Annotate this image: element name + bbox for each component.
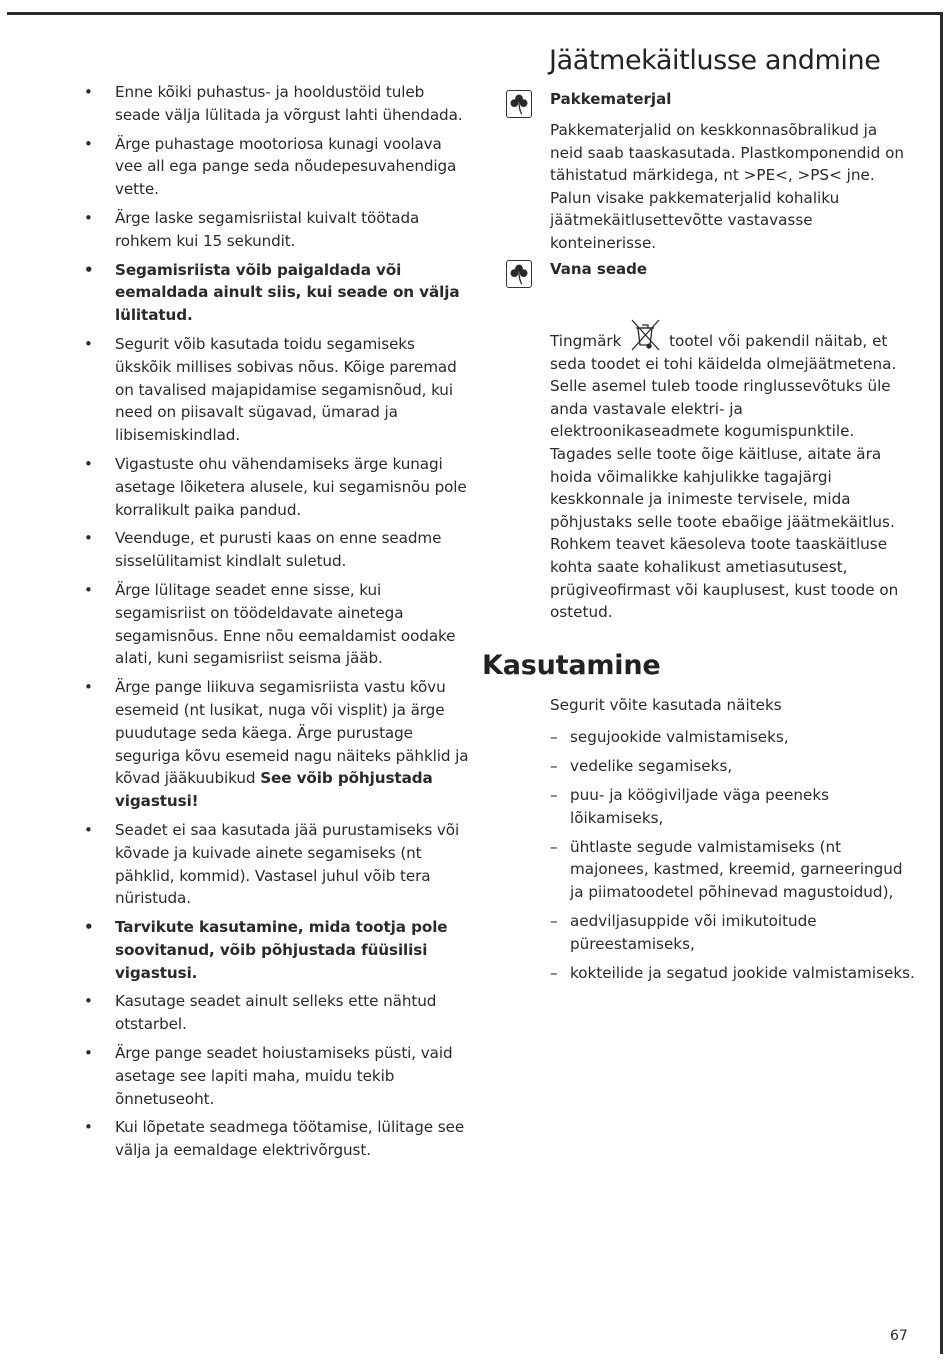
- bullet-item: [84, 676, 470, 813]
- old-device-body: [550, 318, 910, 624]
- bullet-icon: •: [84, 580, 93, 599]
- bullet-text: Enne kõiki puhastus- ja hooldustöid tuleb seade välja lülitada ja võrgust lahti ühendada.: [115, 83, 463, 124]
- usage-list-item: [550, 755, 920, 778]
- bullet-item: [84, 527, 470, 573]
- bullet-item: [84, 207, 470, 253]
- bullet-icon: •: [84, 1044, 93, 1063]
- bullet-text: Tarvikute kasutamine, mida tootja pole soovitanud, võib põhjustada füüsilisi vigastusi.: [115, 918, 448, 982]
- bullet-text: Segamisriista võib paigaldada või eemaldada ainult siis, kui seade on välja lülitatud.: [115, 260, 460, 325]
- usage-item-text: kokteilide ja segatud jookide valmistamiseks.: [570, 963, 915, 982]
- bullet-text: Kasutage seadet ainult selleks ette nähtud otstarbel.: [115, 992, 437, 1034]
- disposal-heading: Jäätmekäitlusse andmine: [549, 45, 881, 76]
- dash-icon: –: [550, 963, 558, 982]
- bullet-text: Ärge laske segamisriistal kuivalt töötada rohkem kui 15 sekundit.: [115, 208, 420, 250]
- usage-item-text: aedviljasuppide või imikutoitude püreestamiseks,: [570, 912, 817, 953]
- usage-intro: Segurit võite kasutada näiteks: [550, 696, 782, 714]
- bullet-icon: •: [84, 678, 93, 697]
- usage-list-item: [550, 910, 920, 955]
- old-device-title: Vana seade: [550, 260, 648, 278]
- usage-item-text: ühtlaste segude valmistamiseks (nt majonees, kastmed, kreemid, garneeringud ja piimatoodetel põhinevad magustoidud),: [570, 837, 903, 902]
- bullet-warning-text: See võib põhjustada vigastusi!: [115, 769, 433, 811]
- bullet-icon: •: [84, 454, 93, 473]
- dash-icon: –: [550, 912, 558, 931]
- bullet-icon: •: [84, 918, 94, 937]
- bullet-icon: •: [84, 134, 93, 153]
- bullet-text: Ärge puhastage mootoriosa kunagi voolava vee all ega pange seda nõudepesuvahendiga vette.: [115, 134, 457, 199]
- bullet-icon: •: [84, 529, 93, 548]
- bullet-text: Vigastuste ohu vähendamiseks ärge kunagi asetage lõiketera alusele, kui segamisnõu pole korralikult paika pandud.: [115, 454, 467, 519]
- dash-icon: –: [550, 728, 558, 746]
- usage-item-text: puu- ja köögiviljade väga peeneks lõikamiseks,: [570, 786, 830, 827]
- bullet-text: Veenduge, et purusti kaas on enne seadme sisselülitamist kindlalt suletud.: [115, 529, 442, 571]
- old-device-section: [506, 260, 916, 620]
- bullet-text: Segurit võib kasutada toidu segamiseks ükskõik millises sobivas nõus. Kõige paremad on tavalised majapidamise segamisnõud, kui need on piisavalt sügavad, ümarad ja libisemiskindlad.: [115, 334, 457, 445]
- usage-item-text: segujookide valmistamiseks,: [570, 728, 789, 746]
- bullet-item: [84, 453, 470, 521]
- bullet-item: [84, 819, 470, 910]
- old-device-body-text: tootel või pakendil näitab, et seda toodet ei tohi käidelda olmejäätmetena. Selle asemel tuleb toode ringlussevõtuks üle anda vastavale elektri- ja elektroonikaseadmete kogumispunktile. Tagades selle toote õige käitluse, aitate ära hoida võimalikke kahjulikke tagajärgi keskkonnale ja inimeste tervisele, mida põhjustaks selle toote ebaõige jäätmekäitlus. Rohkem teavet käesoleva toote taaskäitluse kohta saate kohalikust ametiasutusest, prügiveofirmast või kauplusest, kust toode on ostetud.: [550, 332, 899, 622]
- old-device-body-prefix: Tingmärk: [550, 332, 622, 350]
- bullet-item: [84, 1042, 470, 1110]
- usage-list-item: [550, 962, 920, 985]
- dash-icon: –: [550, 786, 558, 805]
- recycle-clover-icon: [506, 90, 532, 118]
- bullet-item: [84, 990, 470, 1036]
- bullet-text: Seadet ei saa kasutada jää purustamiseks või kõvade ja kuivade ainete segamiseks (nt pähklid, kommid). Vastasel juhul võib tera nüristuda.: [115, 820, 460, 908]
- bullet-item: [84, 133, 470, 201]
- bullet-icon: •: [84, 208, 93, 227]
- bullet-icon: •: [84, 334, 93, 353]
- usage-list-item: [550, 784, 920, 829]
- packaging-title: Pakkematerjal: [550, 90, 672, 108]
- bullet-icon: •: [84, 83, 93, 101]
- bullet-item-warning: [84, 259, 470, 327]
- page-frame-top-rule: [7, 12, 943, 15]
- bullet-item: [84, 81, 470, 127]
- bullet-item: [84, 333, 470, 447]
- bullet-text: Ärge pange liikuva segamisriista vastu kõvu esemeid (nt lusikat, nuga või visplit) ja ärge puudutage seda käega. Ärge purustage seguriga kõvu esemeid nagu näiteks pähklid ja kõvad jääkuubikud: [115, 678, 469, 788]
- bullet-icon: •: [84, 820, 93, 839]
- recycle-clover-icon: [506, 260, 532, 288]
- bullet-icon: •: [84, 260, 94, 279]
- packaging-body: Pakkematerjalid on keskkonnasõbralikud ja neid saab taaskasutada. Plastkomponendid on tähistatud märkidega, nt >PE<, >PS< jne. Palun visake pakkematerjalid kohaliku jäätmekäitlusettevõtte vastavasse konteinerisse.: [550, 121, 905, 252]
- crossed-out-wheelie-bin-icon: [628, 318, 662, 352]
- usage-list-item: [550, 836, 920, 904]
- page-frame-right-rule: [940, 12, 943, 1354]
- packaging-section: [506, 90, 916, 260]
- page-number: 67: [890, 1328, 908, 1344]
- bullet-item: [84, 579, 470, 670]
- bullet-item-warning: [84, 916, 470, 984]
- bullet-icon: •: [84, 992, 93, 1011]
- bullet-text: Kui lõpetate seadmega töötamise, lülitage see välja ja eemaldage elektrivõrgust.: [115, 1118, 465, 1160]
- usage-heading: Kasutamine: [482, 650, 661, 681]
- bullet-item: [84, 1116, 470, 1162]
- bullet-text: Ärge pange seadet hoiustamiseks püsti, vaid asetage see lapiti maha, muidu tekib õnnetuseoht.: [115, 1044, 453, 1108]
- dash-icon: –: [550, 837, 558, 856]
- bullet-text: Ärge lülitage seadet enne sisse, kui segamisriist on töödeldavate ainetega segamisnõus. Enne nõu eemaldamist oodake alati, kuni segamisriist seisma jääb.: [115, 580, 456, 668]
- safety-bullet-list: [84, 81, 470, 1168]
- dash-icon: –: [550, 757, 558, 776]
- usage-item-text: vedelike segamiseks,: [570, 757, 733, 776]
- usage-list: [550, 726, 920, 991]
- bullet-icon: •: [84, 1118, 93, 1137]
- usage-list-item: [550, 726, 920, 749]
